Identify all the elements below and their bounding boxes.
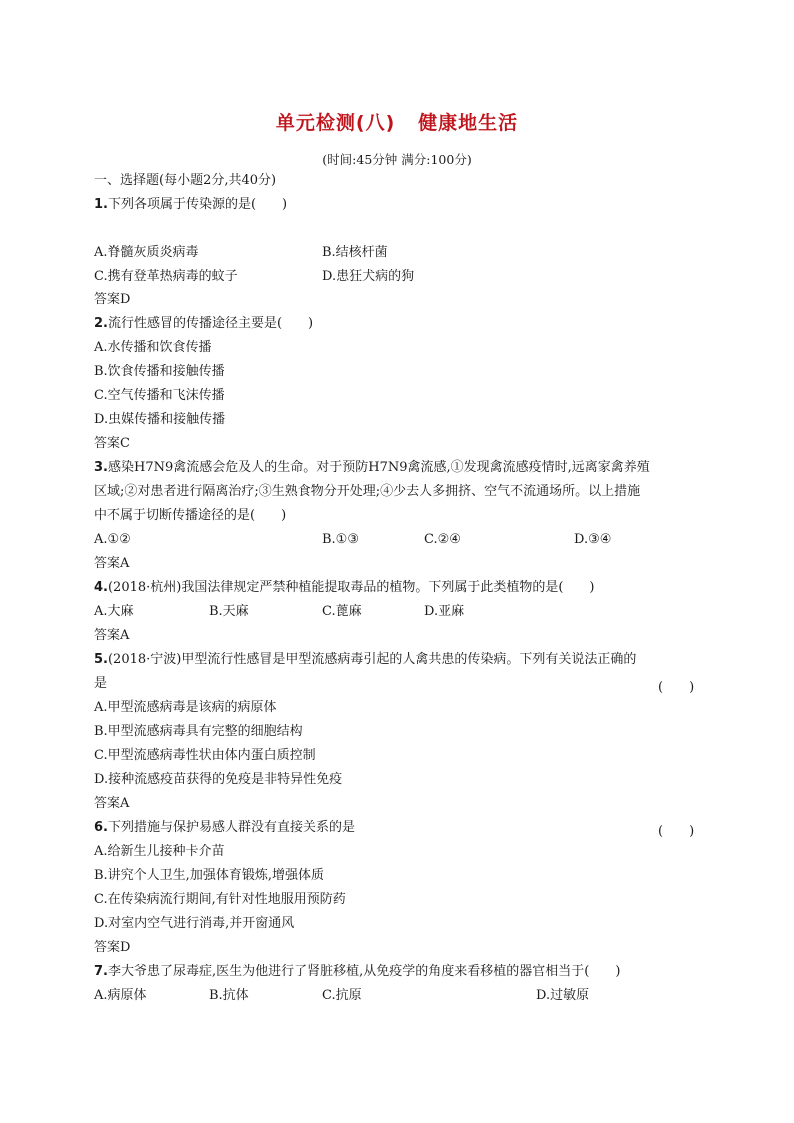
question-number: 2.	[94, 316, 108, 331]
option-d: D.接种流感疫苗获得的免疫是非特异性免疫	[94, 772, 343, 787]
question-4-stem	[94, 580, 595, 596]
option-a: A.大麻	[94, 604, 134, 619]
question-1-stem	[94, 197, 287, 213]
question-text-line: 区域;②对患者进行隔离治疗;③生熟食物分开处理;④少去人多拥挤、空气不流通场所。以上措施	[94, 484, 641, 499]
option-c: C.携有登革热病毒的蚊子	[94, 269, 238, 284]
option-b: B.①③	[322, 532, 359, 547]
question-number: 3.	[94, 460, 108, 475]
question-text: 流行性感冒的传播途径主要是( )	[107, 316, 314, 331]
question-2-stem	[94, 316, 313, 332]
question-text: (2018·宁波)甲型流行性感冒是甲型流感病毒引起的人禽共患的传染病。下列有关说法正确的	[107, 652, 637, 667]
question-5-stem	[94, 652, 636, 668]
option-d: D.患狂犬病的狗	[322, 269, 415, 284]
question-number: 4.	[94, 580, 108, 595]
question-number: 1.	[94, 197, 108, 212]
option-c: C.甲型流感病毒性状由体内蛋白质控制	[94, 748, 316, 763]
answer-blank: ( )	[658, 680, 695, 695]
option-b: B.饮食传播和接触传播	[94, 364, 225, 379]
option-a: A.甲型流感病毒是该病的病原体	[94, 700, 277, 715]
exam-time-score: (时间:45分钟 满分:100分)	[322, 152, 472, 167]
answer: 答案D	[94, 292, 131, 307]
question-text: 感染H7N9禽流感会危及人的生命。对于预防H7N9禽流感,①发现禽流感疫情时,远离家禽养殖	[107, 460, 650, 475]
option-c: C.蓖麻	[322, 604, 362, 619]
document-title: 单元检测(八) 健康地生活	[275, 112, 519, 134]
answer: 答案A	[94, 556, 130, 571]
option-b: B.天麻	[209, 604, 249, 619]
option-c: C.空气传播和飞沫传播	[94, 388, 225, 403]
question-3-stem	[94, 460, 650, 476]
option-b: B.结核杆菌	[322, 245, 388, 260]
option-d: D.亚麻	[424, 604, 465, 619]
option-a: A.给新生儿接种卡介苗	[94, 844, 225, 859]
option-a: A.脊髓灰质炎病毒	[94, 245, 199, 260]
question-text: 李大爷患了尿毒症,医生为他进行了肾脏移植,从免疫学的角度来看移植的器官相当于( )	[107, 964, 621, 979]
question-text-line: 中不属于切断传播途径的是( )	[94, 508, 287, 523]
answer-blank: ( )	[658, 824, 695, 839]
question-number: 5.	[94, 652, 108, 667]
option-c: C.抗原	[322, 988, 362, 1003]
option-d: D.虫媒传播和接触传播	[94, 412, 226, 427]
option-a: A.病原体	[94, 988, 147, 1003]
question-text-line: 是	[94, 676, 108, 691]
answer: 答案A	[94, 628, 130, 643]
option-d: D.③④	[574, 532, 612, 547]
option-b: B.抗体	[209, 988, 249, 1003]
option-b: B.甲型流感病毒具有完整的细胞结构	[94, 724, 303, 739]
question-text: (2018·杭州)我国法律规定严禁种植能提取毒品的植物。下列属于此类植物的是( )	[107, 580, 595, 595]
option-a: A.水传播和饮食传播	[94, 340, 212, 355]
option-c: C.②④	[424, 532, 461, 547]
question-number: 7.	[94, 964, 108, 979]
question-7-stem	[94, 964, 620, 980]
question-6-stem	[94, 820, 355, 836]
option-d: D.对室内空气进行消毒,并开窗通风	[94, 916, 295, 931]
option-c: C.在传染病流行期间,有针对性地服用预防药	[94, 892, 346, 907]
answer: 答案A	[94, 796, 130, 811]
option-b: B.讲究个人卫生,加强体育锻炼,增强体质	[94, 868, 324, 883]
option-d: D.过敏原	[536, 988, 590, 1003]
section-heading: 一、选择题(每小题2分,共40分)	[94, 173, 277, 188]
question-text: 下列各项属于传染源的是( )	[107, 197, 288, 212]
option-a: A.①②	[94, 532, 131, 547]
answer: 答案D	[94, 940, 131, 955]
answer: 答案C	[94, 436, 130, 451]
question-text: 下列措施与保护易感人群没有直接关系的是	[107, 820, 355, 835]
question-number: 6.	[94, 820, 108, 835]
